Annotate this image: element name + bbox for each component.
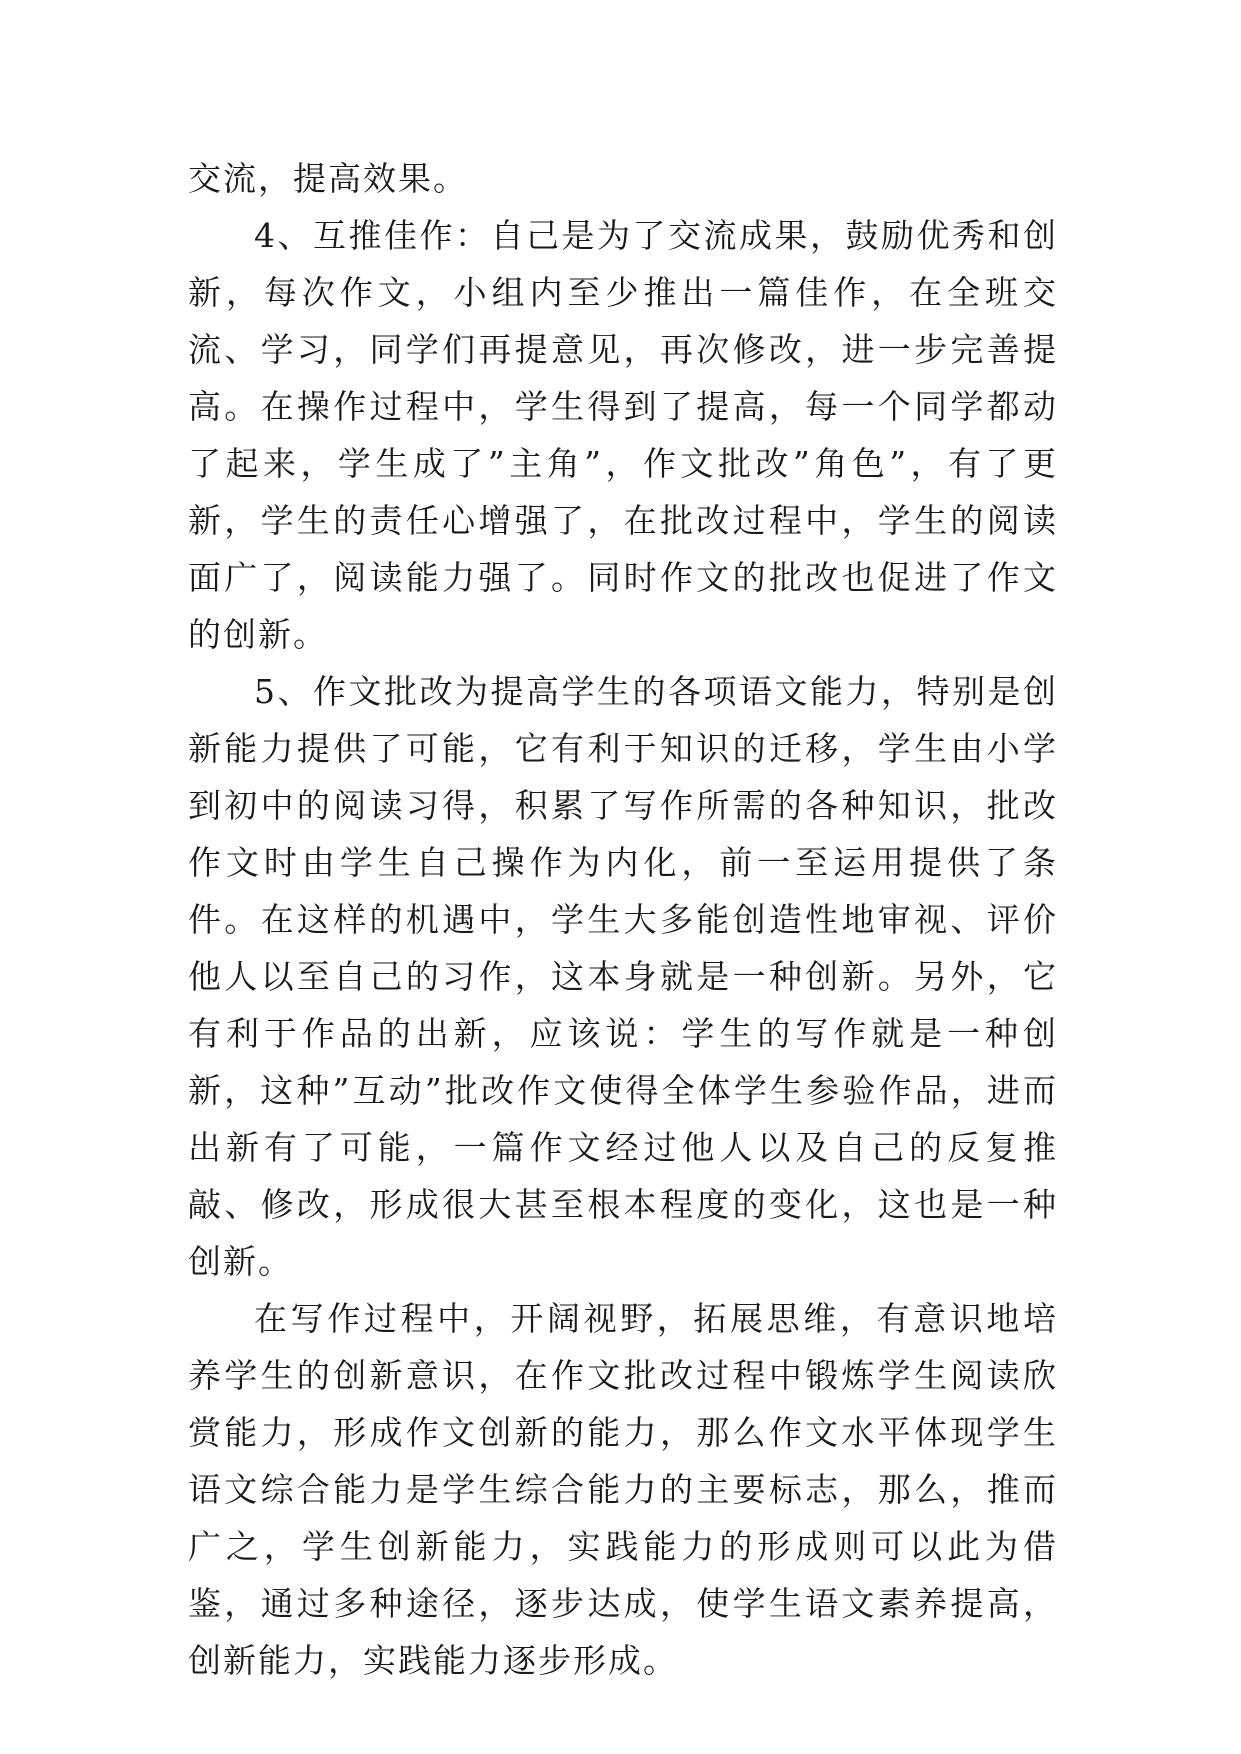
document-body — [188, 150, 1058, 1689]
paragraph-item-5: 5、作文批改为提高学生的各项语文能力，特别是创新能力提供了可能，它有利于知识的迁移，学生由小学到初中的阅读习得，积累了写作所需的各种知识，批改作文时由学生自己操作为内化，前一至运用提供了条件。在这样的机遇中，学生大多能创造性地审视、评价他人以至自己的习作，这本身就是一种创新。另外，它有利于作品的出新，应该说：学生的写作就是一种创新，这种”互动”批改作文使得全体学生参验作品，进而出新有了可能，一篇作文经过他人以及自己的反复推敲、修改，形成很大甚至根本程度的变化，这也是一种创新。 — [188, 672, 1058, 1281]
paragraph-continuation: 交流，提高效果。 — [188, 159, 468, 198]
paragraph-conclusion: 在写作过程中，开阔视野，拓展思维，有意识地培养学生的创新意识，在作文批改过程中锻炼学生阅读欣赏能力，形成作文创新的能力，那么作文水平体现学生语文综合能力是学生综合能力的主要标志，那么，推而广之，学生创新能力，实践能力的形成则可以此为借鉴，通过多种途径，逐步达成，使学生语文素养提高，创新能力，实践能力逐步形成。 — [188, 1299, 1058, 1680]
paragraph-item-4: 4、互推佳作：自己是为了交流成果，鼓励优秀和创新，每次作文，小组内至少推出一篇佳作，在全班交流、学习，同学们再提意见，再次修改，进一步完善提高。在操作过程中，学生得到了提高，每一个同学都动了起来，学生成了”主角”，作文批改”角色”，有了更新，学生的责任心增强了，在批改过程中，学生的阅读面广了，阅读能力强了。同时作文的批改也促进了作文的创新。 — [188, 216, 1058, 654]
